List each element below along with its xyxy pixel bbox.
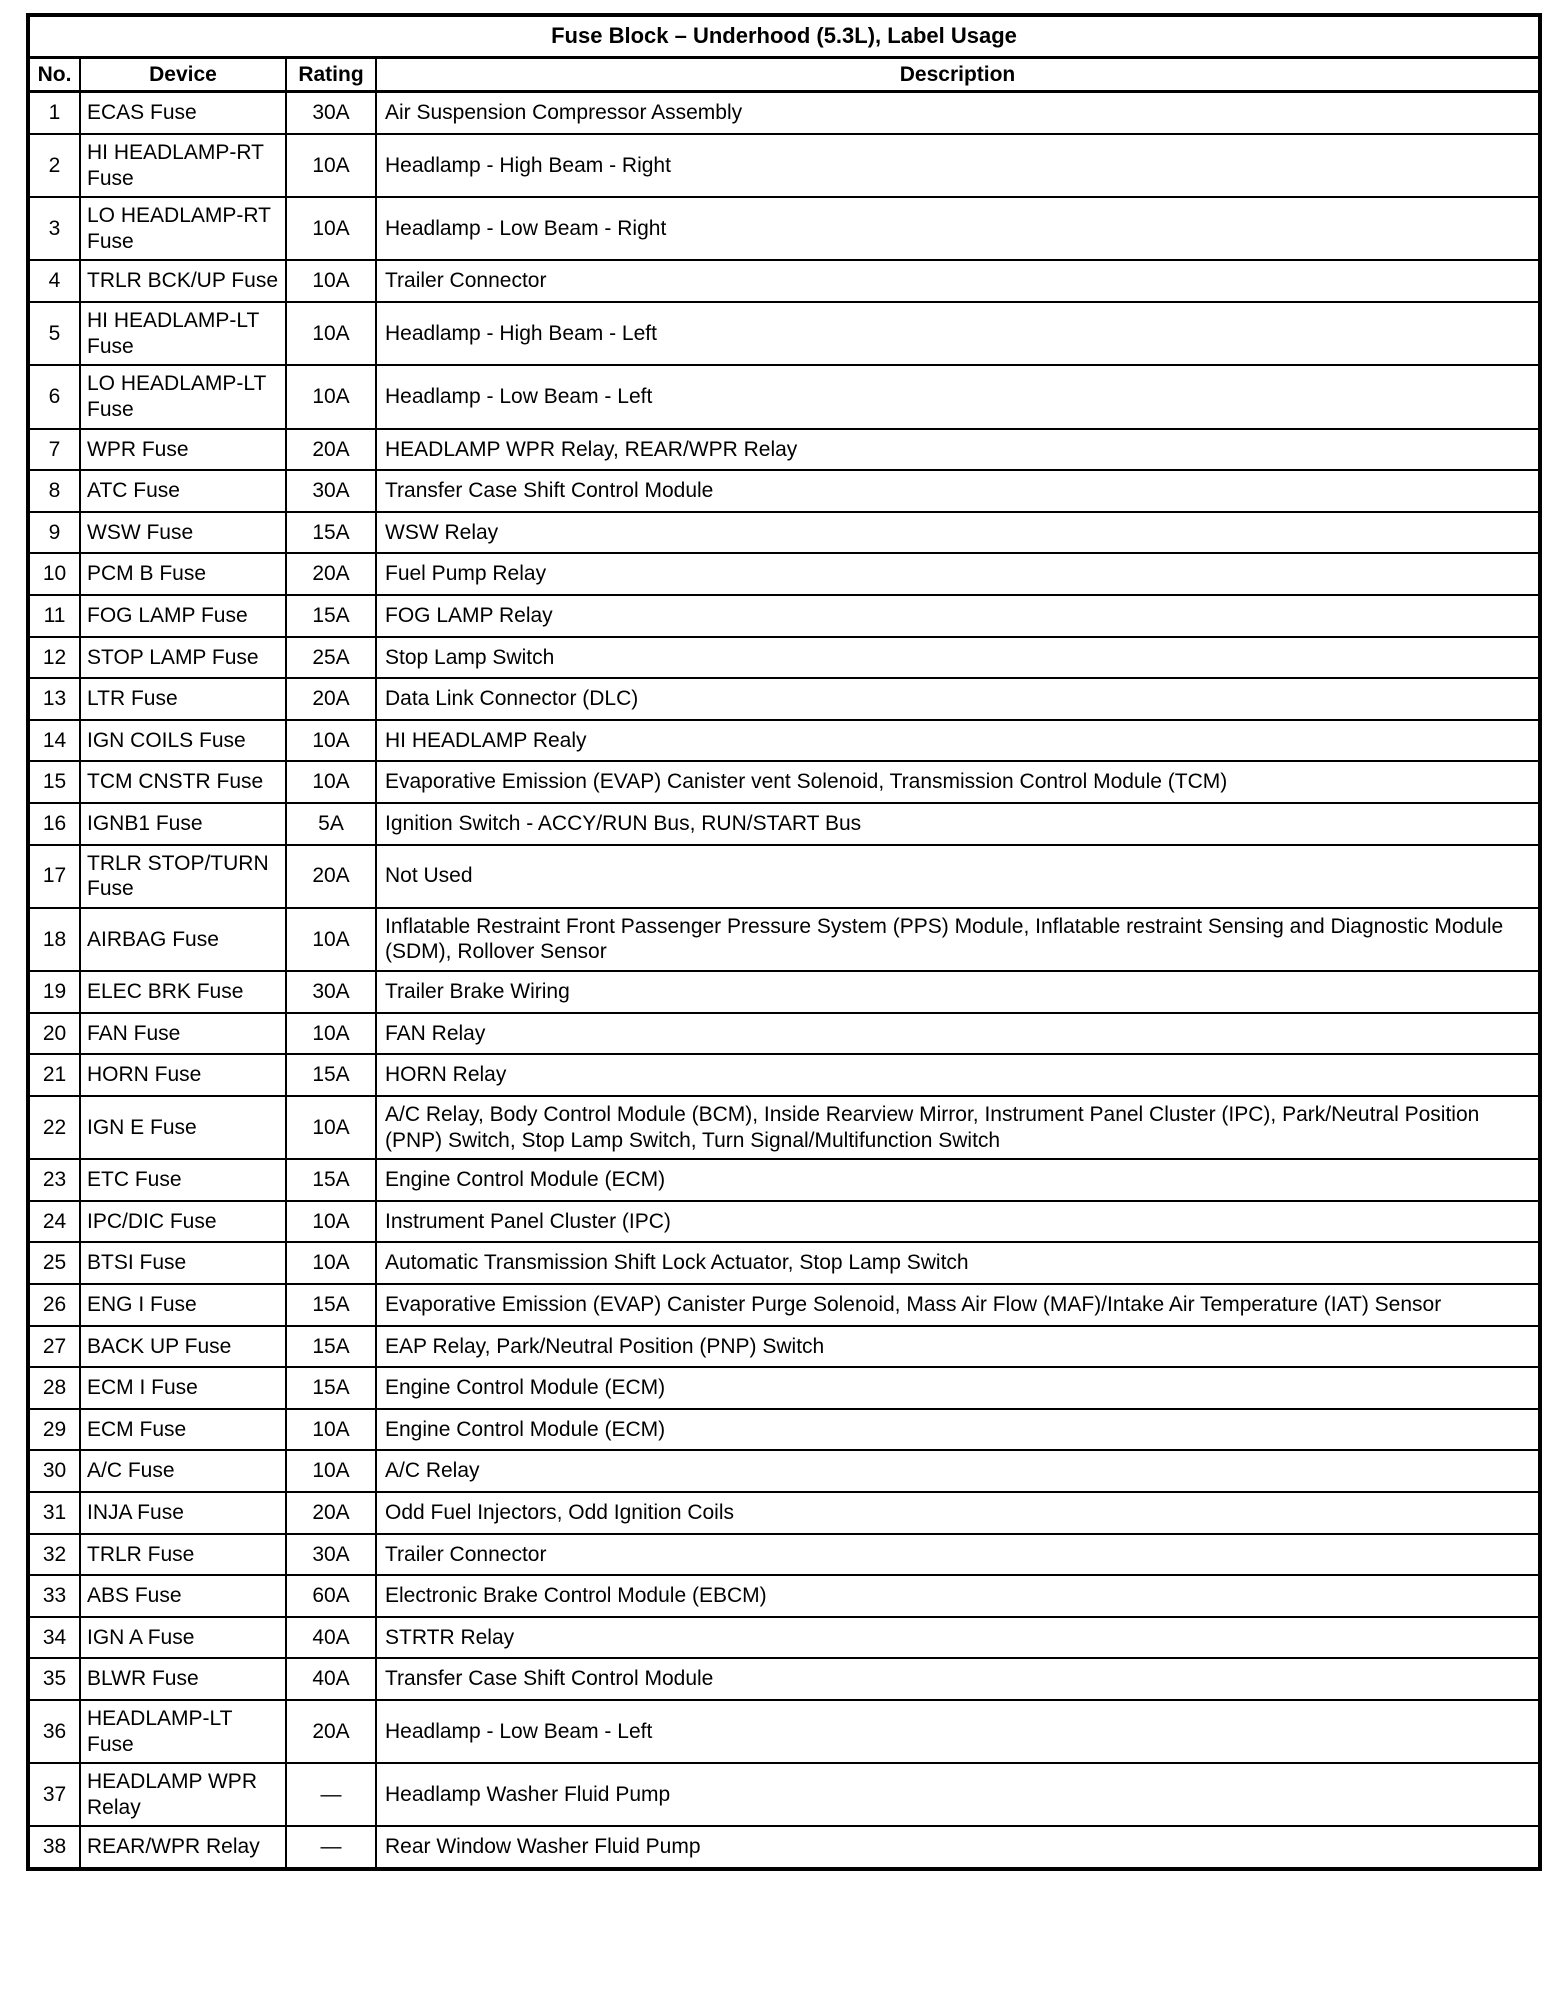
row-number: 35 bbox=[28, 1658, 80, 1700]
row-number: 16 bbox=[28, 803, 80, 845]
row-number: 17 bbox=[28, 845, 80, 908]
device-description: Evaporative Emission (EVAP) Canister vent Solenoid, Transmission Control Module (TCM) bbox=[376, 761, 1540, 803]
fuse-rating: 15A bbox=[286, 1367, 376, 1409]
device-name: WPR Fuse bbox=[80, 429, 286, 471]
column-header-rating: Rating bbox=[286, 57, 376, 92]
device-name: ETC Fuse bbox=[80, 1159, 286, 1201]
row-number: 33 bbox=[28, 1575, 80, 1617]
column-header-no: No. bbox=[28, 57, 80, 92]
row-number: 4 bbox=[28, 260, 80, 302]
fuse-rating: 5A bbox=[286, 803, 376, 845]
fuse-rating: 10A bbox=[286, 761, 376, 803]
table-row bbox=[28, 971, 1540, 1013]
device-description: A/C Relay bbox=[376, 1450, 1540, 1492]
device-description: Headlamp Washer Fluid Pump bbox=[376, 1763, 1540, 1826]
device-name: HORN Fuse bbox=[80, 1054, 286, 1096]
fuse-rating: 10A bbox=[286, 1450, 376, 1492]
device-name: IGN A Fuse bbox=[80, 1617, 286, 1659]
device-name: IPC/DIC Fuse bbox=[80, 1201, 286, 1243]
device-name: LTR Fuse bbox=[80, 678, 286, 720]
device-name: AIRBAG Fuse bbox=[80, 908, 286, 971]
device-name: ENG I Fuse bbox=[80, 1284, 286, 1326]
row-number: 27 bbox=[28, 1326, 80, 1368]
fuse-rating: 30A bbox=[286, 470, 376, 512]
device-description: Not Used bbox=[376, 845, 1540, 908]
table-row bbox=[28, 908, 1540, 971]
device-name: HI HEADLAMP-RT Fuse bbox=[80, 134, 286, 197]
device-description: Instrument Panel Cluster (IPC) bbox=[376, 1201, 1540, 1243]
fuse-rating: 15A bbox=[286, 1159, 376, 1201]
table-row bbox=[28, 637, 1540, 679]
fuse-rating: 10A bbox=[286, 908, 376, 971]
device-name: REAR/WPR Relay bbox=[80, 1826, 286, 1869]
table-row bbox=[28, 803, 1540, 845]
row-number: 2 bbox=[28, 134, 80, 197]
device-name: PCM B Fuse bbox=[80, 553, 286, 595]
fuse-rating: 20A bbox=[286, 845, 376, 908]
device-description: Fuel Pump Relay bbox=[376, 553, 1540, 595]
device-description: Inflatable Restraint Front Passenger Pressure System (PPS) Module, Inflatable restraint Sensing and Diagnostic Module (SDM), Rollover Sensor bbox=[376, 908, 1540, 971]
device-name: TCM CNSTR Fuse bbox=[80, 761, 286, 803]
column-header-device: Device bbox=[80, 57, 286, 92]
header-row bbox=[28, 57, 1540, 92]
row-number: 5 bbox=[28, 302, 80, 365]
table-row bbox=[28, 1409, 1540, 1451]
device-description: Trailer Connector bbox=[376, 260, 1540, 302]
table-row bbox=[28, 1284, 1540, 1326]
fuse-rating: 10A bbox=[286, 260, 376, 302]
device-name: LO HEADLAMP-RT Fuse bbox=[80, 197, 286, 260]
device-description: Trailer Connector bbox=[376, 1534, 1540, 1576]
device-description: Trailer Brake Wiring bbox=[376, 971, 1540, 1013]
table-row bbox=[28, 1826, 1540, 1869]
table-row bbox=[28, 595, 1540, 637]
row-number: 12 bbox=[28, 637, 80, 679]
row-number: 38 bbox=[28, 1826, 80, 1869]
table-row bbox=[28, 260, 1540, 302]
row-number: 20 bbox=[28, 1013, 80, 1055]
device-name: TRLR BCK/UP Fuse bbox=[80, 260, 286, 302]
fuse-rating: 20A bbox=[286, 553, 376, 595]
table-row bbox=[28, 1201, 1540, 1243]
row-number: 3 bbox=[28, 197, 80, 260]
device-description: Engine Control Module (ECM) bbox=[376, 1159, 1540, 1201]
device-description: Headlamp - Low Beam - Right bbox=[376, 197, 1540, 260]
device-name: A/C Fuse bbox=[80, 1450, 286, 1492]
table-row bbox=[28, 1326, 1540, 1368]
row-number: 8 bbox=[28, 470, 80, 512]
row-number: 28 bbox=[28, 1367, 80, 1409]
table-row bbox=[28, 302, 1540, 365]
device-description: Evaporative Emission (EVAP) Canister Purge Solenoid, Mass Air Flow (MAF)/Intake Air Temperature (IAT) Sensor bbox=[376, 1284, 1540, 1326]
row-number: 22 bbox=[28, 1096, 80, 1159]
row-number: 32 bbox=[28, 1534, 80, 1576]
table-row bbox=[28, 134, 1540, 197]
fuse-block-table bbox=[26, 13, 1542, 1871]
device-name: HEADLAMP-LT Fuse bbox=[80, 1700, 286, 1763]
device-name: ECM Fuse bbox=[80, 1409, 286, 1451]
table-title: Fuse Block – Underhood (5.3L), Label Usage bbox=[28, 15, 1540, 57]
fuse-rating: 60A bbox=[286, 1575, 376, 1617]
device-description: Engine Control Module (ECM) bbox=[376, 1367, 1540, 1409]
row-number: 11 bbox=[28, 595, 80, 637]
row-number: 24 bbox=[28, 1201, 80, 1243]
row-number: 31 bbox=[28, 1492, 80, 1534]
fuse-rating: 10A bbox=[286, 1096, 376, 1159]
row-number: 13 bbox=[28, 678, 80, 720]
fuse-rating: 10A bbox=[286, 302, 376, 365]
fuse-rating: 20A bbox=[286, 678, 376, 720]
device-description: Transfer Case Shift Control Module bbox=[376, 1658, 1540, 1700]
device-description: STRTR Relay bbox=[376, 1617, 1540, 1659]
device-name: IGN E Fuse bbox=[80, 1096, 286, 1159]
row-number: 37 bbox=[28, 1763, 80, 1826]
fuse-rating: 10A bbox=[286, 1201, 376, 1243]
device-description: WSW Relay bbox=[376, 512, 1540, 554]
fuse-rating: 10A bbox=[286, 1242, 376, 1284]
fuse-rating: 15A bbox=[286, 1326, 376, 1368]
device-description: Air Suspension Compressor Assembly bbox=[376, 92, 1540, 134]
row-number: 26 bbox=[28, 1284, 80, 1326]
row-number: 30 bbox=[28, 1450, 80, 1492]
device-description: A/C Relay, Body Control Module (BCM), Inside Rearview Mirror, Instrument Panel Cluster (IPC), Park/Neutral Position (PNP) Switch, Stop Lamp Switch, Turn Signal/Multifunction Switch bbox=[376, 1096, 1540, 1159]
row-number: 14 bbox=[28, 720, 80, 762]
device-description: FAN Relay bbox=[376, 1013, 1540, 1055]
row-number: 9 bbox=[28, 512, 80, 554]
fuse-rating: 15A bbox=[286, 1054, 376, 1096]
table-row bbox=[28, 1013, 1540, 1055]
fuse-rating: 20A bbox=[286, 1700, 376, 1763]
device-description: Ignition Switch - ACCY/RUN Bus, RUN/START Bus bbox=[376, 803, 1540, 845]
device-description: EAP Relay, Park/Neutral Position (PNP) Switch bbox=[376, 1326, 1540, 1368]
device-description: Headlamp - Low Beam - Left bbox=[376, 365, 1540, 428]
device-description: HORN Relay bbox=[376, 1054, 1540, 1096]
fuse-rating: 15A bbox=[286, 1284, 376, 1326]
table-row bbox=[28, 1492, 1540, 1534]
device-name: BLWR Fuse bbox=[80, 1658, 286, 1700]
table-row bbox=[28, 1763, 1540, 1826]
device-description: HEADLAMP WPR Relay, REAR/WPR Relay bbox=[376, 429, 1540, 471]
table-row bbox=[28, 1700, 1540, 1763]
row-number: 29 bbox=[28, 1409, 80, 1451]
device-name: FAN Fuse bbox=[80, 1013, 286, 1055]
device-name: ELEC BRK Fuse bbox=[80, 971, 286, 1013]
table-row bbox=[28, 678, 1540, 720]
row-number: 1 bbox=[28, 92, 80, 134]
fuse-rating: 10A bbox=[286, 365, 376, 428]
fuse-rating: 25A bbox=[286, 637, 376, 679]
device-description: Rear Window Washer Fluid Pump bbox=[376, 1826, 1540, 1869]
device-description: Transfer Case Shift Control Module bbox=[376, 470, 1540, 512]
table-body bbox=[28, 92, 1540, 1869]
device-name: ECAS Fuse bbox=[80, 92, 286, 134]
table-row bbox=[28, 1242, 1540, 1284]
device-description: Headlamp - Low Beam - Left bbox=[376, 1700, 1540, 1763]
row-number: 34 bbox=[28, 1617, 80, 1659]
device-name: STOP LAMP Fuse bbox=[80, 637, 286, 679]
fuse-rating: 20A bbox=[286, 1492, 376, 1534]
row-number: 10 bbox=[28, 553, 80, 595]
device-name: LO HEADLAMP-LT Fuse bbox=[80, 365, 286, 428]
table-row bbox=[28, 429, 1540, 471]
fuse-rating: — bbox=[286, 1763, 376, 1826]
table-row bbox=[28, 720, 1540, 762]
row-number: 23 bbox=[28, 1159, 80, 1201]
table-row bbox=[28, 761, 1540, 803]
device-name: TRLR Fuse bbox=[80, 1534, 286, 1576]
device-description: Headlamp - High Beam - Left bbox=[376, 302, 1540, 365]
table-row bbox=[28, 1450, 1540, 1492]
row-number: 18 bbox=[28, 908, 80, 971]
device-description: Headlamp - High Beam - Right bbox=[376, 134, 1540, 197]
table-row bbox=[28, 1159, 1540, 1201]
fuse-rating: 30A bbox=[286, 971, 376, 1013]
table-row bbox=[28, 1575, 1540, 1617]
row-number: 25 bbox=[28, 1242, 80, 1284]
row-number: 36 bbox=[28, 1700, 80, 1763]
device-name: IGNB1 Fuse bbox=[80, 803, 286, 845]
fuse-rating: 20A bbox=[286, 429, 376, 471]
fuse-rating: 30A bbox=[286, 1534, 376, 1576]
device-description: Automatic Transmission Shift Lock Actuator, Stop Lamp Switch bbox=[376, 1242, 1540, 1284]
device-description: FOG LAMP Relay bbox=[376, 595, 1540, 637]
table-row bbox=[28, 1054, 1540, 1096]
table-row bbox=[28, 1658, 1540, 1700]
fuse-rating: 40A bbox=[286, 1617, 376, 1659]
column-header-description: Description bbox=[376, 57, 1540, 92]
device-name: HI HEADLAMP-LT Fuse bbox=[80, 302, 286, 365]
title-row bbox=[28, 15, 1540, 57]
table-row bbox=[28, 1096, 1540, 1159]
device-name: HEADLAMP WPR Relay bbox=[80, 1763, 286, 1826]
device-name: ABS Fuse bbox=[80, 1575, 286, 1617]
device-name: BTSI Fuse bbox=[80, 1242, 286, 1284]
device-name: ECM I Fuse bbox=[80, 1367, 286, 1409]
device-description: Stop Lamp Switch bbox=[376, 637, 1540, 679]
fuse-rating: 10A bbox=[286, 197, 376, 260]
fuse-rating: 30A bbox=[286, 92, 376, 134]
table-row bbox=[28, 197, 1540, 260]
table-row bbox=[28, 1617, 1540, 1659]
row-number: 21 bbox=[28, 1054, 80, 1096]
device-description: Engine Control Module (ECM) bbox=[376, 1409, 1540, 1451]
row-number: 15 bbox=[28, 761, 80, 803]
device-name: IGN COILS Fuse bbox=[80, 720, 286, 762]
device-name: ATC Fuse bbox=[80, 470, 286, 512]
device-description: HI HEADLAMP Realy bbox=[376, 720, 1540, 762]
table-row bbox=[28, 553, 1540, 595]
table-row bbox=[28, 512, 1540, 554]
table-row bbox=[28, 92, 1540, 134]
device-name: FOG LAMP Fuse bbox=[80, 595, 286, 637]
fuse-rating: 40A bbox=[286, 1658, 376, 1700]
device-name: WSW Fuse bbox=[80, 512, 286, 554]
fuse-rating: 15A bbox=[286, 512, 376, 554]
device-name: INJA Fuse bbox=[80, 1492, 286, 1534]
fuse-rating: 10A bbox=[286, 134, 376, 197]
row-number: 19 bbox=[28, 971, 80, 1013]
device-description: Data Link Connector (DLC) bbox=[376, 678, 1540, 720]
fuse-rating: 10A bbox=[286, 1013, 376, 1055]
table-row bbox=[28, 470, 1540, 512]
table-row bbox=[28, 365, 1540, 428]
device-description: Odd Fuel Injectors, Odd Ignition Coils bbox=[376, 1492, 1540, 1534]
device-name: BACK UP Fuse bbox=[80, 1326, 286, 1368]
table-row bbox=[28, 1367, 1540, 1409]
table-row bbox=[28, 1534, 1540, 1576]
table-row bbox=[28, 845, 1540, 908]
device-description: Electronic Brake Control Module (EBCM) bbox=[376, 1575, 1540, 1617]
fuse-rating: 10A bbox=[286, 720, 376, 762]
device-name: TRLR STOP/TURN Fuse bbox=[80, 845, 286, 908]
fuse-rating: — bbox=[286, 1826, 376, 1869]
row-number: 7 bbox=[28, 429, 80, 471]
fuse-rating: 10A bbox=[286, 1409, 376, 1451]
row-number: 6 bbox=[28, 365, 80, 428]
fuse-rating: 15A bbox=[286, 595, 376, 637]
